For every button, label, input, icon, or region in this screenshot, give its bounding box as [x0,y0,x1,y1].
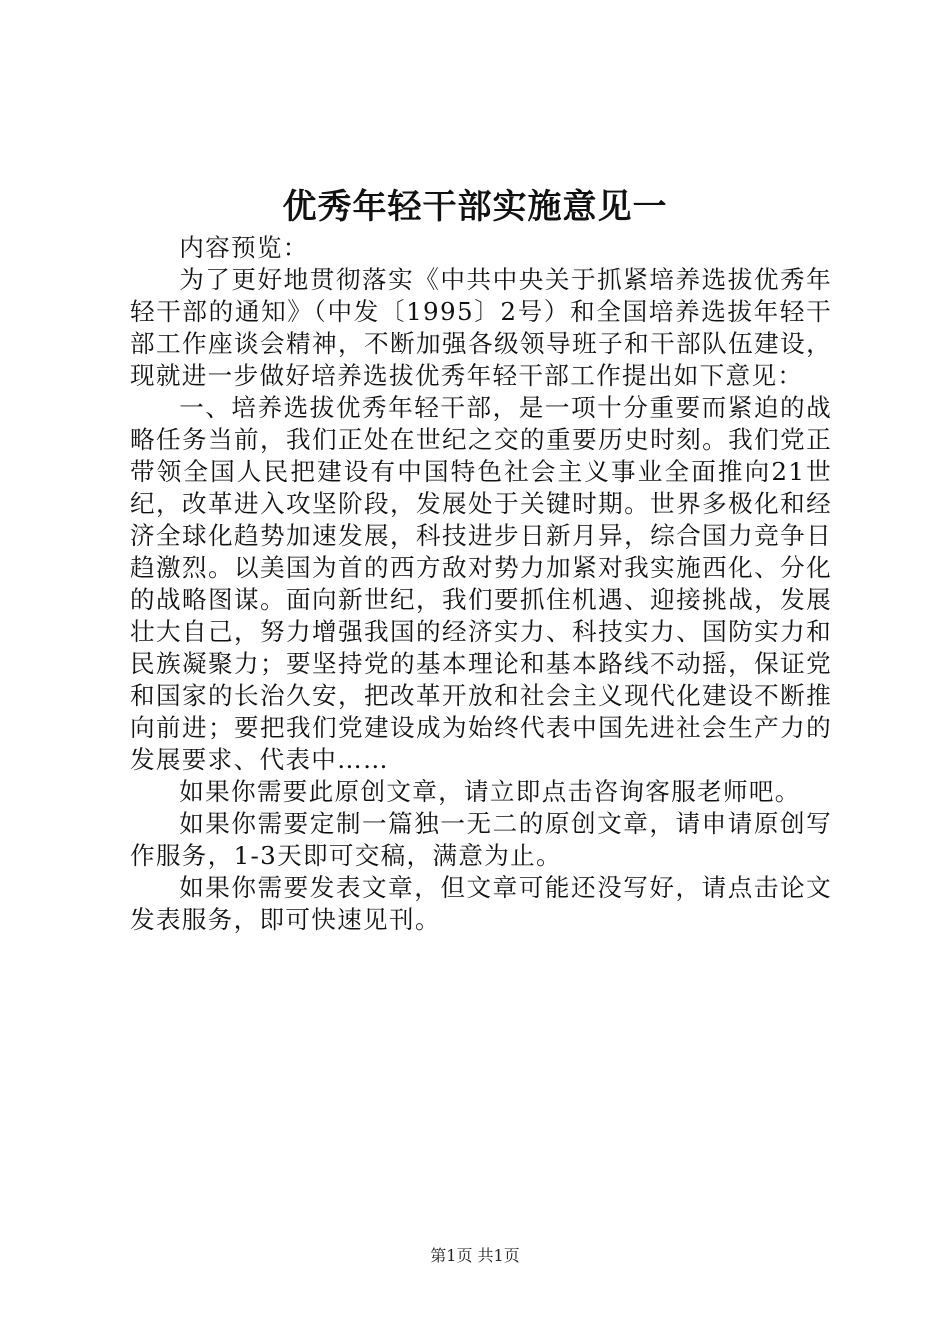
section-one-paragraph: 一、培养选拔优秀年轻干部，是一项十分重要而紧迫的战略任务当前，我们正处在世纪之交的重要历史时刻。我们党正带领全国人民把建设有中国特色社会主义事业全面推向21世纪，改革进入攻坚阶段，发展处于关键时期。世界多极化和经济全球化趋势加速发展，科技进步日新月异，综合国力竞争日趋激烈。以美国为首的西方敌对势力加紧对我实施西化、分化的战略图谋。面向新世纪，我们要抓住机遇、迎接挑战，发展壮大自己，努力增强我国的经济实力、科技实力、国防实力和民族凝聚力；要坚持党的基本理论和基本路线不动摇，保证党和国家的长治久安，把改革开放和社会主义现代化建设不断推向前进；要把我们党建设成为始终代表中国先进社会生产力的发展要求、代表中…… [130,393,832,774]
custom-writing-paragraph: 如果你需要定制一篇独一无二的原创文章，请申请原创写作服务，1-3天即可交稿，满意为止。 [130,809,832,870]
consult-service-paragraph: 如果你需要此原创文章，请立即点击咨询客服老师吧。 [179,777,801,806]
document-body [130,232,832,936]
publishing-service-paragraph: 如果你需要发表文章，但文章可能还没写好，请点击论文发表服务，即可快速见刊。 [130,873,832,934]
page-footer: 第1页 共1页 [430,1246,520,1265]
intro-paragraph: 为了更好地贯彻落实《中共中央关于抓紧培养选拔优秀年轻干部的通知》（中发〔1995〕2号）和全国培养选拔年轻干部工作座谈会精神，不断加强各级领导班子和干部队伍建设，现就进一步做好培养选拔优秀年轻干部工作提出如下意见： [130,265,832,390]
preview-label: 内容预览： [179,233,309,262]
document-title: 优秀年轻干部实施意见一 [282,187,668,227]
